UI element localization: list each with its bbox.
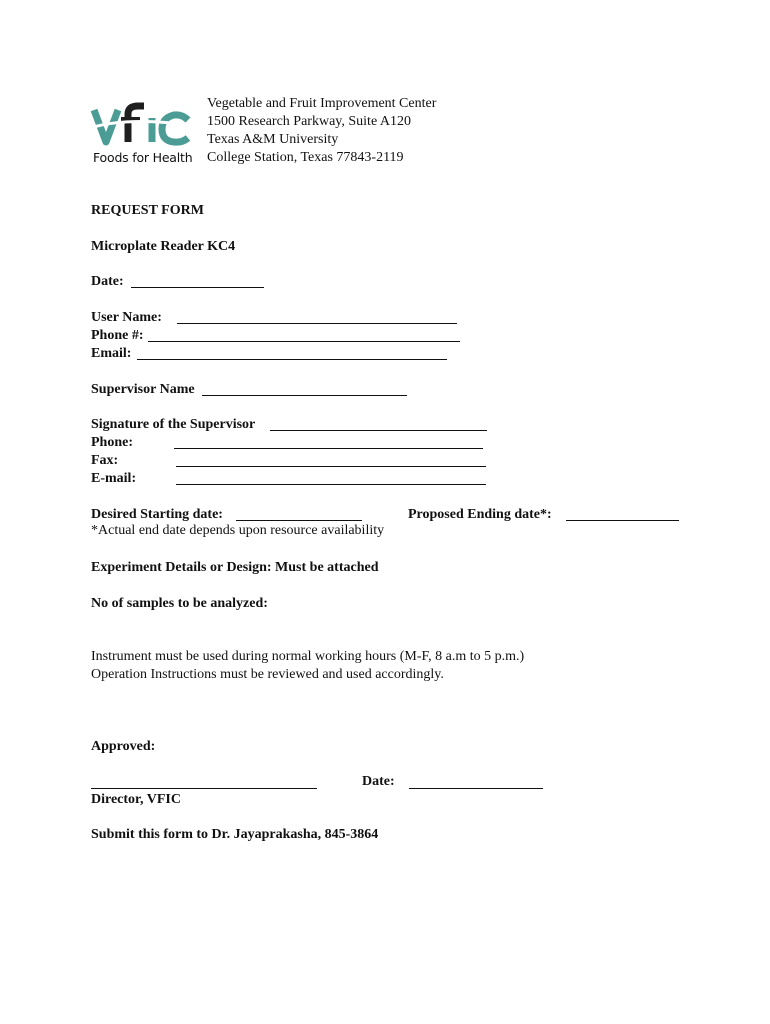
instrument-name: Microplate Reader KC4 — [91, 239, 236, 254]
phone-field[interactable] — [148, 341, 460, 342]
date-label: Date: — [91, 274, 124, 289]
phone-label: Phone #: — [91, 328, 144, 343]
email-label: Email: — [91, 346, 132, 361]
user-name-field[interactable] — [177, 323, 457, 324]
vfic-logo-mark — [90, 98, 200, 153]
instruction-operation: Operation Instructions must be reviewed and used accordingly. — [91, 667, 444, 682]
address-line-3: Texas A&M University — [207, 132, 339, 147]
instruction-working-hours: Instrument must be used during normal working hours (M-F, 8 a.m to 5 p.m.) — [91, 649, 525, 664]
end-date-note: *Actual end date depends upon resource availability — [91, 523, 385, 538]
submit-note: Submit this form to Dr. Jayaprakasha, 845-3864 — [91, 827, 379, 842]
experiment-details: Experiment Details or Design: Must be attached — [91, 560, 379, 575]
approved-label: Approved: — [91, 739, 156, 754]
supervisor-fax-label: Fax: — [91, 453, 119, 468]
logo-tagline: Foods for Health — [93, 150, 193, 165]
supervisor-name-label: Supervisor Name — [91, 382, 195, 397]
supervisor-phone-label: Phone: — [91, 435, 133, 450]
user-name-label: User Name: — [91, 310, 162, 325]
end-date-label: Proposed Ending date*: — [408, 507, 552, 522]
approval-date-label: Date: — [362, 774, 395, 789]
supervisor-signature-label: Signature of the Supervisor — [91, 417, 256, 432]
address-line-1: Vegetable and Fruit Improvement Center — [207, 96, 437, 111]
date-field[interactable] — [131, 287, 264, 288]
samples-label: No of samples to be analyzed: — [91, 596, 268, 611]
form-title: REQUEST FORM — [91, 203, 204, 218]
approval-date-field[interactable] — [409, 788, 543, 789]
end-date-field[interactable] — [566, 520, 679, 521]
supervisor-phone-field[interactable] — [174, 448, 483, 449]
address-line-4: College Station, Texas 77843-2119 — [207, 150, 404, 165]
supervisor-signature-field[interactable] — [270, 430, 487, 431]
director-label: Director, VFIC — [91, 792, 181, 807]
supervisor-fax-field[interactable] — [176, 466, 486, 467]
email-field[interactable] — [137, 359, 447, 360]
address-line-2: 1500 Research Parkway, Suite A120 — [207, 114, 411, 129]
supervisor-name-field[interactable] — [202, 395, 407, 396]
supervisor-email-field[interactable] — [176, 484, 486, 485]
start-date-field[interactable] — [236, 520, 362, 521]
start-date-label: Desired Starting date: — [91, 507, 223, 522]
director-signature-field[interactable] — [91, 788, 317, 789]
supervisor-email-label: E-mail: — [91, 471, 137, 486]
